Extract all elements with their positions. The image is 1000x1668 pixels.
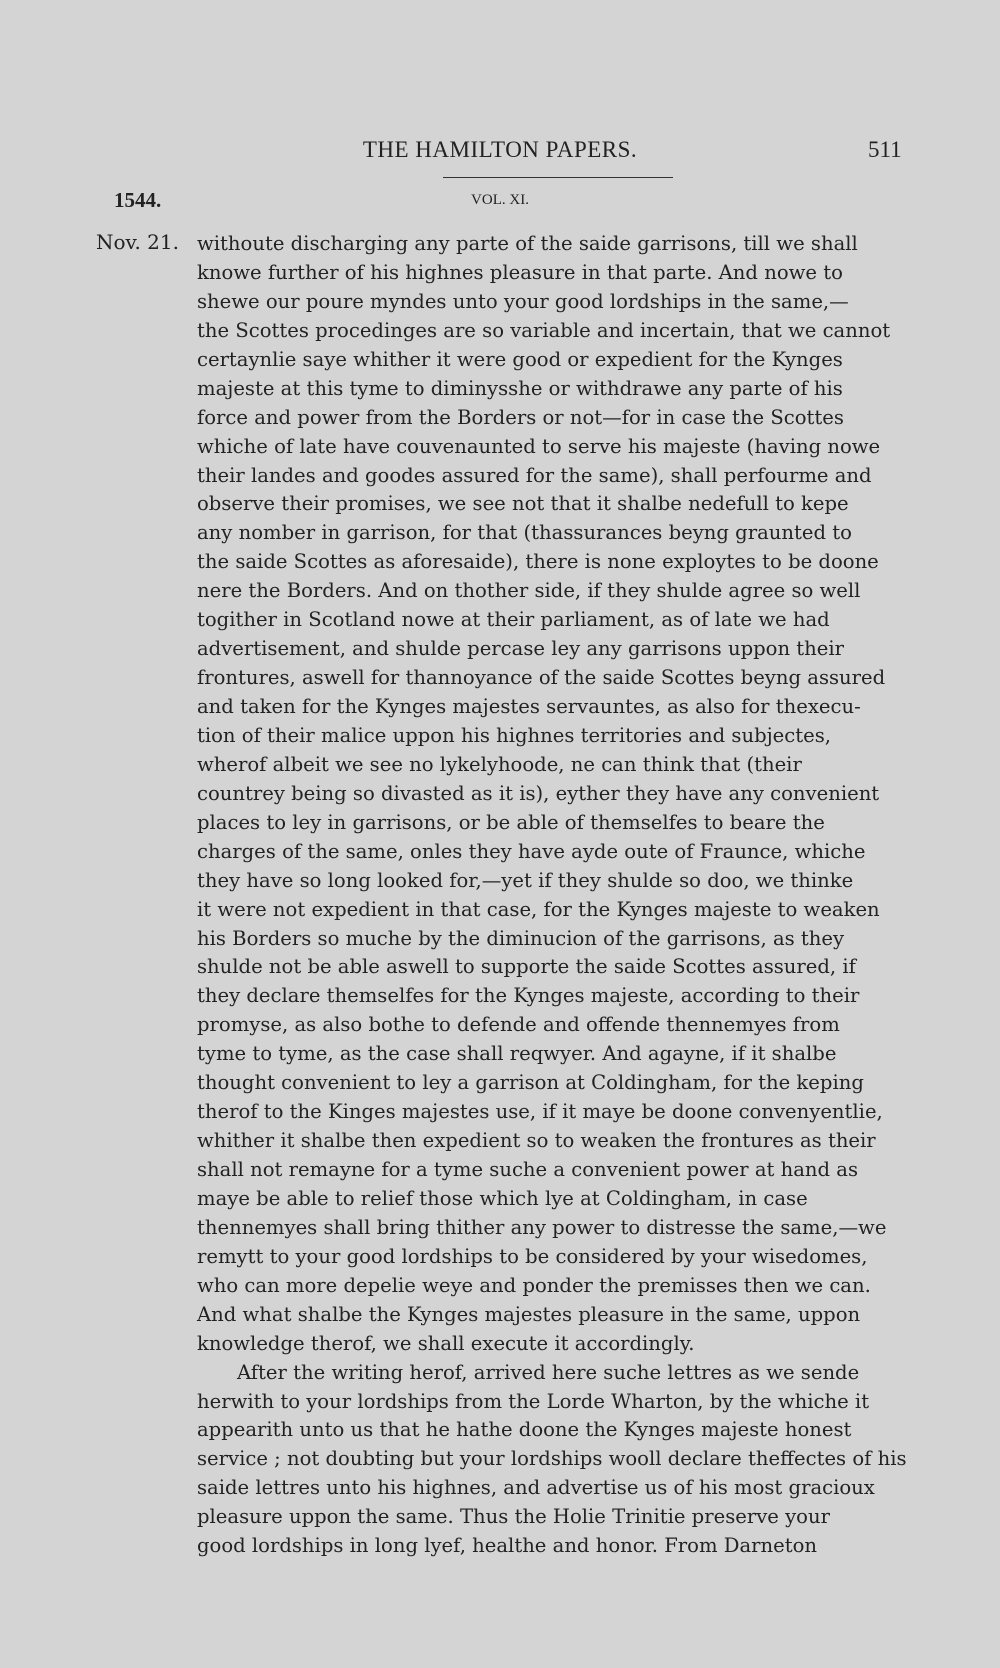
margin-date: Nov. 21. — [96, 230, 179, 254]
running-header-title: THE HAMILTON PAPERS. — [362, 137, 638, 162]
text-line: saide lettres unto his highnes, and advertise us of his most gracioux — [197, 1476, 875, 1500]
text-line: the Scottes procedinges are so variable and incertain, that we cannot — [197, 318, 891, 342]
text-line: they declare themselfes for the Kynges majeste, according to their — [197, 984, 860, 1008]
text-line: countrey being so divasted as it is), eyther they have any convenient — [197, 781, 880, 805]
text-line: any nomber in garrison, for that (thassurances beyng graunted to — [197, 521, 852, 545]
text-line: whiche of late have couvenaunted to serve his majeste (having nowe — [197, 434, 881, 458]
text-line: his Borders so muche by the diminucion of the garrisons, as they — [197, 926, 845, 950]
text-line: force and power from the Borders or not—for in case the Scottes — [197, 405, 844, 429]
text-line: pleasure uppon the same. Thus the Holie Trinitie preserve your — [197, 1505, 830, 1529]
text-line: charges of the same, onles they have ayde oute of Fraunce, whiche — [197, 839, 866, 863]
text-line: advertisement, and shulde percase ley any garrisons uppon their — [197, 637, 845, 661]
text-line: maye be able to relief those which lye at Coldingham, in case — [197, 1186, 808, 1210]
text-line: it were not expedient in that case, for the Kynges majeste to weaken — [197, 897, 880, 921]
text-line: knowledge therof, we shall execute it accordingly. — [197, 1331, 695, 1355]
text-line: frontures, aswell for thannoyance of the saide Scottes beyng assured — [197, 666, 886, 690]
text-line: they have so long looked for,—yet if they shulde so doo, we thinke — [197, 868, 854, 892]
text-line: After the writing herof, arrived here suche lettres as we sende — [237, 1360, 860, 1384]
text-line: shulde not be able aswell to supporte the saide Scottes assured, if — [197, 955, 856, 979]
text-line: tion of their malice uppon his highnes territories and subjectes, — [197, 723, 832, 747]
text-line: service ; not doubting but your lordships wooll declare theffectes of his — [197, 1447, 907, 1471]
volume-label: VOL. XI. — [471, 192, 529, 208]
header-divider — [443, 177, 673, 178]
text-line: withoute discharging any parte of the saide garrisons, till we shall — [197, 232, 858, 255]
letter-body — [197, 230, 909, 1561]
text-line: thought convenient to ley a garrison at Coldingham, for the keping — [197, 1071, 864, 1095]
text-line: good lordships in long lyef, healthe and honor. From Darneton — [197, 1534, 818, 1558]
text-line: knowe further of his highnes pleasure in that parte. And nowe to — [197, 260, 843, 284]
text-line: appearith unto us that he hathe doone the Kynges majeste honest — [197, 1418, 852, 1442]
text-line: certaynlie saye whither it were good or expedient for the Kynges — [197, 347, 843, 371]
margin-year: 1544. — [114, 188, 162, 212]
text-line: whither it shalbe then expedient so to weaken the frontures as their — [197, 1129, 876, 1153]
text-line: and taken for the Kynges majestes servauntes, as also for thexecu- — [197, 695, 861, 718]
text-line: shewe our poure myndes unto your good lordships in the same,— — [197, 289, 849, 313]
text-line: promyse, as also bothe to defende and offende thennemyes from — [197, 1013, 840, 1037]
text-line: observe their promises, we see not that it shalbe nedefull to kepe — [197, 492, 849, 516]
text-line: thennemyes shall bring thither any power to distresse the same,—we — [197, 1215, 887, 1239]
text-line: tyme to tyme, as the case shall reqwyer. And agayne, if it shalbe — [197, 1042, 837, 1066]
text-line: shall not remayne for a tyme suche a convenient power at hand as — [197, 1158, 859, 1181]
text-line: their landes and goodes assured for the same), shall perfourme and — [197, 463, 872, 487]
text-line: togither in Scotland nowe at their parliament, as of late we had — [197, 608, 830, 632]
text-line: remytt to your good lordships to be considered by your wisedomes, — [197, 1244, 868, 1268]
text-line: majeste at this tyme to diminysshe or withdrawe any parte of his — [197, 376, 843, 400]
text-line: nere the Borders. And on thother side, if they shulde agree so well — [197, 579, 861, 603]
page-number: 511 — [868, 137, 902, 162]
text-line: the saide Scottes as aforesaide), there is none exploytes to be doone — [197, 550, 879, 574]
text-line: And what shalbe the Kynges majestes pleasure in the same, uppon — [197, 1302, 861, 1326]
text-line: wherof albeit we see no lykelyhoode, ne can think that (their — [197, 752, 802, 776]
text-line: who can more depelie weye and ponder the premisses then we can. — [197, 1273, 871, 1297]
text-line: therof to the Kinges majestes use, if it maye be doone convenyentlie, — [197, 1100, 883, 1124]
text-line: herwith to your lordships from the Lorde Wharton, by the whiche it — [197, 1389, 870, 1413]
text-line: places to ley in garrisons, or be able of themselfes to beare the — [197, 810, 825, 834]
